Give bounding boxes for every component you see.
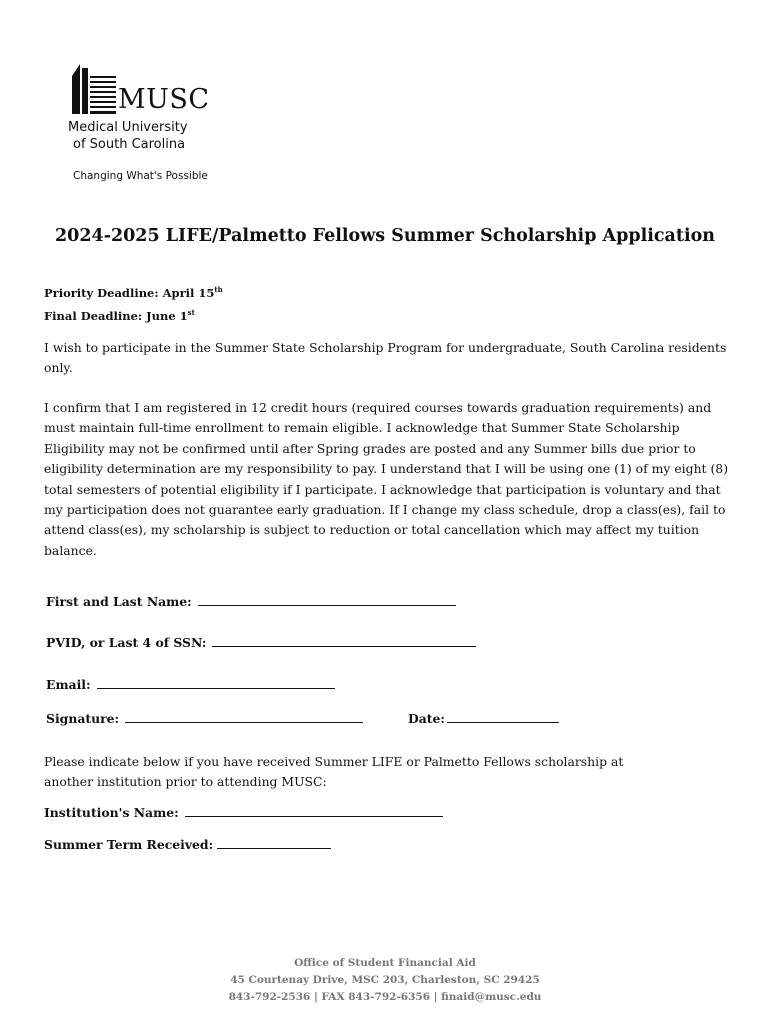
- email-label: Email:: [46, 677, 91, 692]
- institution-field[interactable]: [44, 802, 443, 820]
- footer-office: Office of Student Financial Aid: [294, 957, 476, 969]
- logo-tagline: Changing What's Possible: [73, 170, 208, 182]
- prior-institution-paragraph: Please indicate below if you have received Summer LIFE or Palmetto Fellows scholarship at another institution prior to attending MUSC:: [44, 754, 624, 790]
- document-title: 2024-2025 LIFE/Palmetto Fellows Summer Scholarship Application: [54, 226, 715, 246]
- intro-paragraph: I wish to participate in the Summer State Scholarship Program for undergraduate, South Carolina residents only.: [44, 340, 727, 376]
- institution-label: Institution's Name:: [44, 805, 179, 820]
- name-label: First and Last Name:: [46, 594, 192, 609]
- footer-address: 45 Courtenay Drive, MSC 203, Charleston, SC 29425: [230, 974, 540, 986]
- deadlines: [44, 280, 223, 326]
- priority-deadline: Priority Deadline: April 15th: [44, 285, 223, 300]
- building-logo-icon: [70, 62, 116, 114]
- footer: [0, 955, 770, 1006]
- institution-input-line[interactable]: [185, 802, 443, 817]
- confirmation-paragraph: I confirm that I am registered in 12 credit hours (required courses towards graduation requirements) and must maintain full-time enrollment to remain eligible. I acknowledge that Summer State Scholarship Eligibility may not be confirmed until after Spring grades are posted and any Summer bills due prior to eligibility determination are my responsibility to pay. I understand that I will be using one (1) of my eight (8) total semesters of potential eligibility if I participate. I acknowledge that participation is voluntary and that my participation does not guarantee early graduation. If I change my class schedule, drop a class(es), fail to attend class(es), my scholarship is subject to reduction or total cancellation which may affect my tuition balance.: [44, 400, 729, 558]
- musc-logo: [68, 62, 238, 192]
- summer-term-label: Summer Term Received:: [44, 837, 214, 852]
- date-field[interactable]: [408, 708, 559, 726]
- logo-university-line1: Medical University: [68, 120, 188, 135]
- footer-contact: 843-792-2536 | FAX 843-792-6356 | finaid@musc.edu: [228, 991, 542, 1003]
- date-input-line[interactable]: [447, 708, 559, 723]
- email-field[interactable]: [46, 674, 335, 692]
- name-input-line[interactable]: [198, 591, 456, 606]
- pvid-input-line[interactable]: [212, 632, 476, 647]
- summer-term-input-line[interactable]: [217, 834, 331, 849]
- logo-university-line2: of South Carolina: [73, 137, 186, 152]
- signature-input-line[interactable]: [125, 708, 363, 723]
- pvid-label: PVID, or Last 4 of SSN:: [46, 635, 207, 650]
- name-field[interactable]: [46, 591, 456, 609]
- date-label: Date:: [408, 711, 445, 726]
- signature-field[interactable]: [46, 708, 363, 726]
- signature-label: Signature:: [46, 711, 120, 726]
- email-input-line[interactable]: [97, 674, 335, 689]
- final-deadline: Final Deadline: June 1st: [44, 307, 195, 323]
- logo-wordmark: MUSC: [118, 84, 210, 115]
- summer-term-field[interactable]: [44, 834, 331, 852]
- pvid-field[interactable]: [46, 632, 476, 650]
